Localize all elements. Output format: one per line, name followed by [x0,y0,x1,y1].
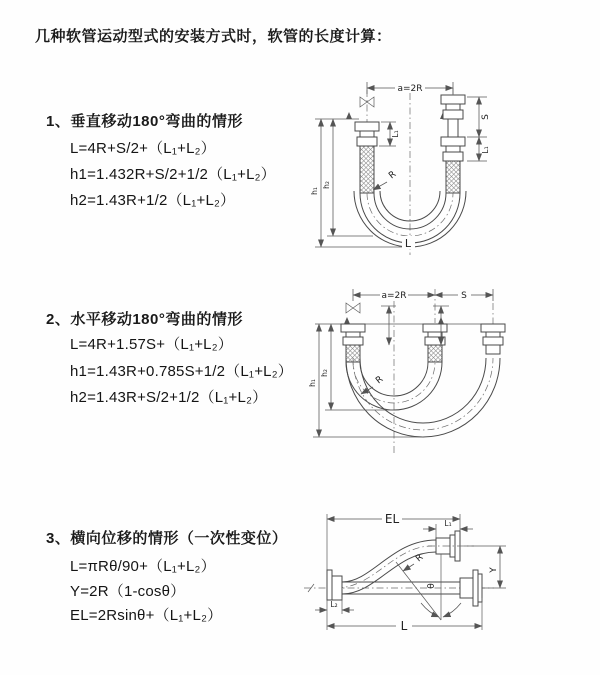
page-title: 几种软管运动型式的安装方式时，软管的长度计算： [35,28,392,45]
section1-formula-h1: h1=1.432R+S/2+1/2（L₁+L₂） [70,166,276,183]
angle-theta [396,554,461,620]
label-s: S [461,291,467,301]
section3-formula-EL: EL=2Rsinθ+（L₁+L₂） [70,607,223,624]
section1-formula-L: L=4R+S/2+（L₁+L₂） [70,140,216,157]
label-a-2R: a=2R [381,291,407,301]
dim-l1 [423,519,473,538]
hose-u-bend-displaced [346,358,500,437]
label-y: Y [489,567,499,573]
left-flange [327,570,342,600]
section3-formula-L: L=πRθ/90+（L₁+L₂） [70,558,216,575]
right-flange [460,570,482,606]
label-a-2R: a=2R [397,84,423,94]
valve-icon [346,303,360,313]
label-l: L [404,237,412,250]
section1-formula-h2: h2=1.43R+1/2（L₁+L₂） [70,192,236,209]
section2-heading: 2、水平移动180°弯曲的情形 [46,311,243,328]
middle-fitting [423,324,447,362]
diagram-horizontal-180-bend [303,281,600,461]
label-el: EL [384,512,400,526]
label-h2: h₂ [322,181,331,189]
right-fitting [481,324,505,354]
label-l1: L₁ [391,130,400,138]
dim-l1-left [379,122,400,146]
radius-callout [403,553,425,571]
section1-heading: 1、垂直移动180°弯曲的情形 [46,113,243,130]
dim-a-2R [367,82,453,94]
label-l1: L₁ [444,519,452,528]
section3-heading: 3、横向位移的情形（一次性变位） [46,530,288,547]
label-r: R [374,374,386,387]
section2-formula-h2: h2=1.43R+S/2+1/2（L₁+L₂） [70,389,268,406]
dim-l2 [315,598,354,614]
label-l: L [400,619,408,633]
label-l1: L₁ [481,146,490,154]
diagram-lateral-displacement [296,498,600,643]
left-fitting [341,324,365,362]
label-r: R [414,552,426,565]
radius-callout [373,170,398,190]
section3-formula-Y: Y=2R（1-cosθ） [70,583,186,600]
hose-s-curve [336,540,436,594]
ref-arrow-up [344,317,350,324]
label-h1: h₁ [308,379,317,387]
ref-arrow-up [346,112,352,119]
right-fitting [441,95,465,193]
dim-l [327,598,482,633]
dim-s [467,97,491,137]
dim-a-2R [353,289,435,301]
label-r: R [387,169,399,182]
dim-el [327,512,460,630]
section2-formula-L: L=4R+1.57S+（L₁+L₂） [70,336,233,353]
section2-formula-h1: h1=1.43R+0.785S+1/2（L₁+L₂） [70,363,293,380]
label-s: S [481,114,491,120]
dim-l1-right [467,137,490,161]
label-h1: h₁ [310,187,319,195]
left-fitting [355,122,379,193]
diagram-vertical-180-bend [303,73,600,258]
label-l2: L₂ [330,600,338,609]
dim-s [435,289,493,301]
label-h2: h₂ [320,369,329,377]
label-theta: θ [427,583,437,589]
